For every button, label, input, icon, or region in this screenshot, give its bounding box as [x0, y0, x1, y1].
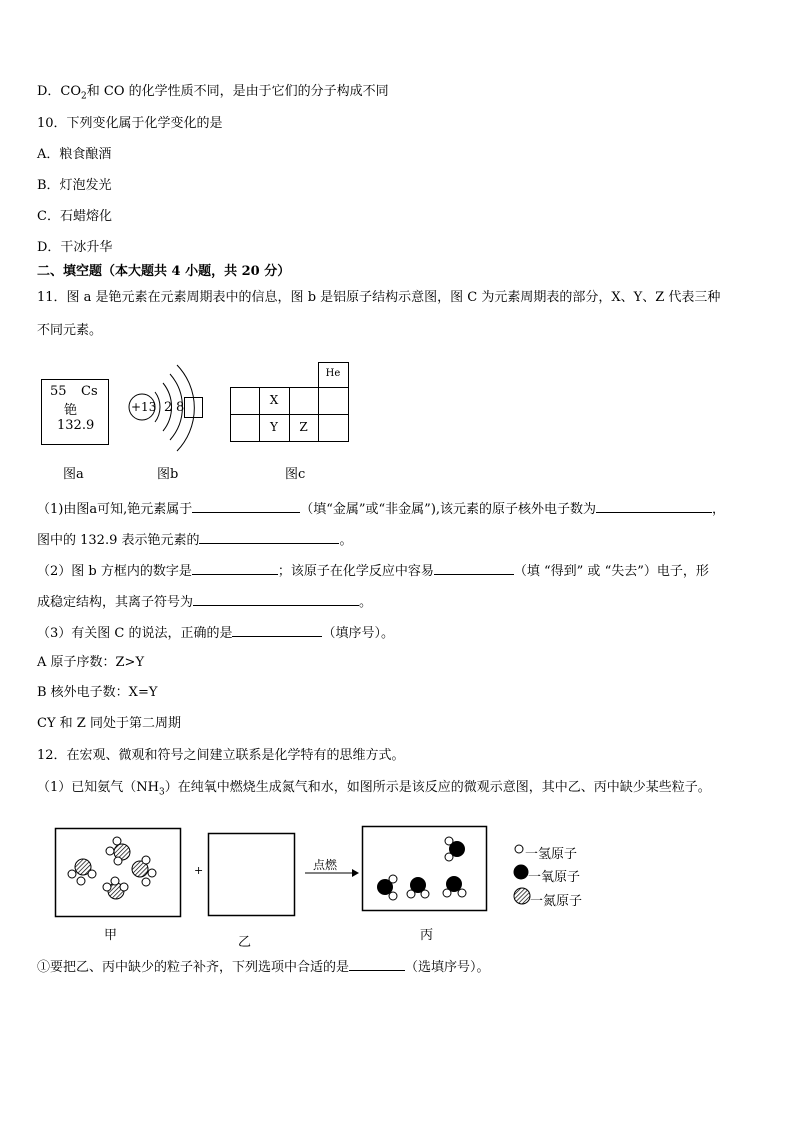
- text: ；该原子在化学反应中容易: [277, 564, 434, 579]
- label-jia: 甲: [104, 928, 118, 943]
- hydrogen-atom: [106, 847, 114, 855]
- text: D．CO: [37, 84, 82, 99]
- hydrogen-atom: [407, 890, 415, 898]
- text: ）在纯氧中燃烧生成氮气和水，如图所示是该反应的微观示意图，其中乙、丙中缺少某些粒子。: [164, 780, 711, 795]
- text: 。: [359, 595, 373, 610]
- text: （选填序号）。: [405, 960, 490, 975]
- caption-c: 图c: [285, 467, 306, 482]
- hydrogen-atom: [445, 853, 453, 861]
- text: （1）已知氨气（NH: [37, 780, 159, 795]
- text: 和 CO 的化学性质不同，是由于它们的分子构成不同: [86, 84, 389, 99]
- text: 图中的 132.9 表示铯元素的: [37, 533, 200, 548]
- q10-option-a: A．粮食酿酒: [37, 147, 112, 162]
- legend-nitrogen-icon: [514, 888, 530, 904]
- cell-he: He: [325, 368, 341, 379]
- q11-stem-2: 不同元素。: [37, 323, 103, 338]
- hydrogen-atom: [103, 883, 111, 891]
- text: （填“金属”或“非金属”),该元素的原子核外电子数为: [300, 502, 597, 517]
- element-name: 铯: [64, 403, 78, 418]
- subscript: 3: [158, 787, 165, 798]
- atomic-mass: 132.9: [57, 418, 95, 433]
- legend-hydrogen: 一氢原子: [525, 847, 578, 862]
- plus-sign: +: [194, 864, 204, 877]
- hydrogen-atom: [389, 875, 397, 883]
- text: ，: [712, 502, 726, 517]
- q11-stem: 11．图 a 是铯元素在元素周期表中的信息，图 b 是铝原子结构示意图，图 C 为元素周期表的部分，X、Y、Z 代表三种: [37, 290, 721, 305]
- text: （1)由图a可知,铯元素属于: [37, 502, 193, 517]
- text: 成稳定结构，其离子符号为: [37, 595, 194, 610]
- text: （填 “得到” 或 “失去”）电子，形: [513, 564, 709, 579]
- label-bing: 丙: [420, 928, 434, 943]
- shell-2: 8: [176, 400, 185, 415]
- hydrogen-atom: [142, 856, 150, 864]
- hydrogen-atom: [148, 869, 156, 877]
- section-title: 二、填空题（本大题共 4 小题，共 20 分）: [37, 264, 291, 279]
- caption-b: 图b: [157, 467, 179, 482]
- ignite-label: 点燃: [313, 858, 338, 872]
- hydrogen-atom: [113, 837, 121, 845]
- text: （3）有关图 C 的说法，正确的是: [37, 626, 233, 641]
- hydrogen-atom: [445, 837, 453, 845]
- q12-stem: 12．在宏观、微观和符号之间建立联系是化学特有的思维方式。: [37, 748, 405, 763]
- caption-a: 图a: [63, 467, 84, 482]
- cell-x: X: [269, 393, 279, 407]
- hydrogen-atom: [458, 889, 466, 897]
- text: ①要把乙、丙中缺少的粒子补齐，下列选项中合适的是: [37, 960, 350, 975]
- element-symbol: Cs: [81, 384, 98, 399]
- hydrogen-atom: [68, 870, 76, 878]
- atomic-number: 55: [50, 384, 67, 399]
- legend-nitrogen: 一氮原子: [530, 894, 583, 909]
- q10-option-d: D．干冰升华: [37, 240, 113, 255]
- hydrogen-atom: [77, 877, 85, 885]
- hydrogen-atom: [120, 883, 128, 891]
- hydrogen-atom: [88, 870, 96, 878]
- label-yi: 乙: [238, 935, 252, 950]
- shell-1: 2: [164, 400, 173, 415]
- cell-y: Y: [270, 420, 278, 434]
- hydrogen-atom: [142, 878, 150, 886]
- text: （2）图 b 方框内的数字是: [37, 564, 192, 579]
- legend-hydrogen-icon: [515, 845, 523, 853]
- legend-oxygen-icon: [514, 865, 528, 879]
- q10-stem: 10．下列变化属于化学变化的是: [37, 116, 223, 131]
- q11-option-a: A 原子序数：Z>Y: [37, 655, 145, 670]
- cell-z: Z: [299, 420, 308, 434]
- q10-option-b: B．灯泡发光: [37, 178, 112, 193]
- nucleus-charge: +13: [131, 400, 157, 414]
- q12-subquestion-1: [37, 958, 490, 976]
- q11-option-c: CY 和 Z 同处于第二周期: [37, 716, 181, 731]
- hydrogen-atom: [389, 892, 397, 900]
- hydrogen-atom: [111, 877, 119, 885]
- hydrogen-atom: [421, 890, 429, 898]
- hydrogen-atom: [443, 889, 451, 897]
- q10-option-c: C．石蜡熔化: [37, 209, 112, 224]
- answer-blank[interactable]: [349, 958, 405, 971]
- q11-option-b: B 核外电子数：X=Y: [37, 685, 158, 700]
- text: 。: [339, 533, 353, 548]
- text: （填序号）。: [322, 626, 394, 641]
- hydrogen-atom: [114, 857, 122, 865]
- legend-oxygen: 一氧原子: [528, 870, 581, 885]
- subscript: 2: [81, 91, 87, 102]
